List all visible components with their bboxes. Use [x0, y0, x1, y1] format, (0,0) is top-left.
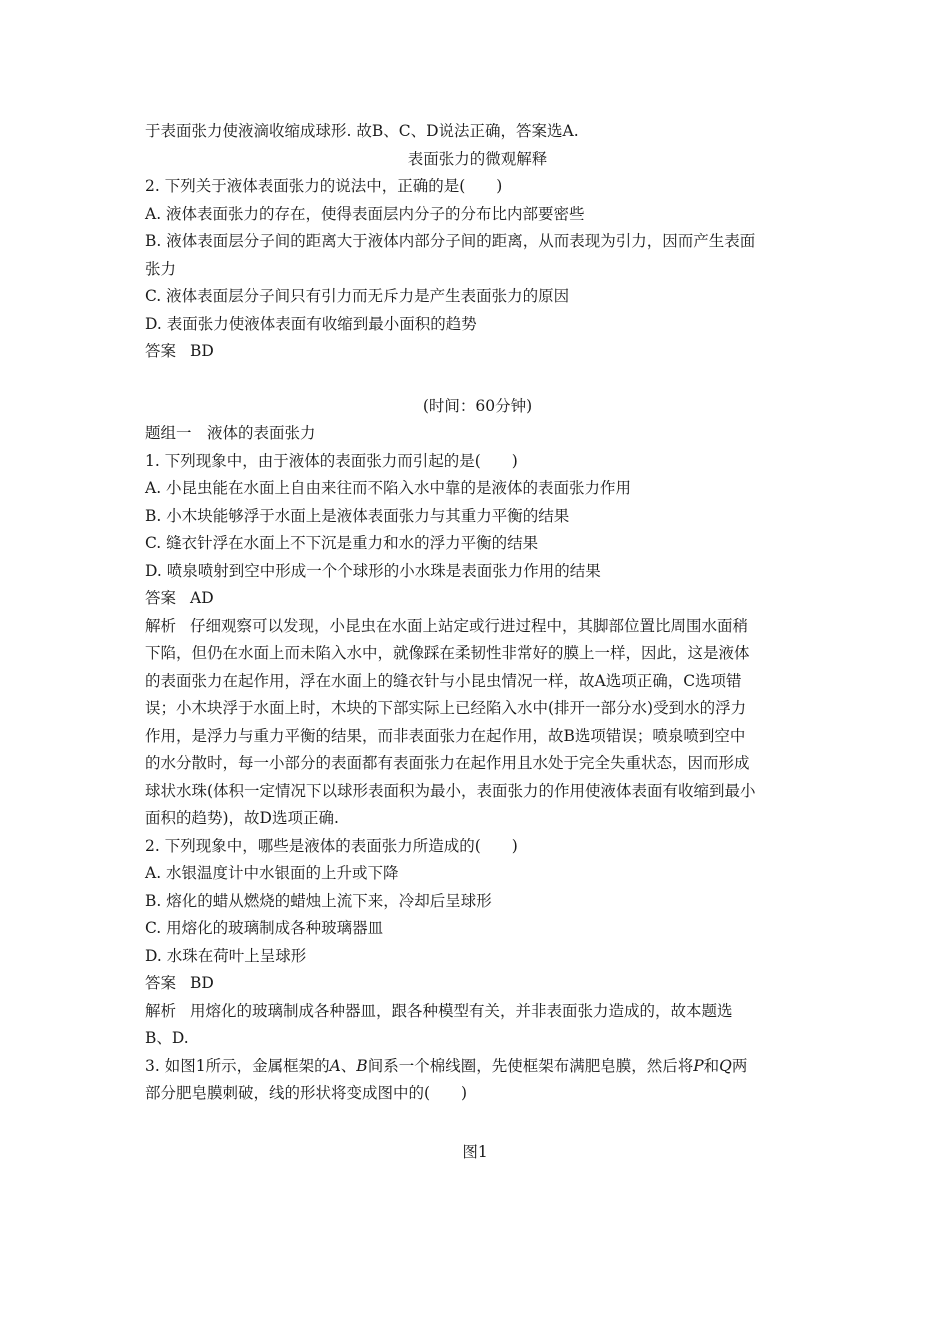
q3-stem-line2: 部分肥皂膜刺破，线的形状将变成图中的( ) — [145, 1084, 468, 1102]
q1-analysis-line7: 球状水珠(体积一定情况下以球形表面积为最小，表面张力的作用使液体表面有收缩到最小 — [145, 781, 756, 800]
q3-stem-part: 3. 如图1所示，金属框架的 — [145, 1056, 330, 1075]
q3-sep: 、 — [340, 1056, 357, 1075]
answer-label: 答案 — [145, 342, 177, 360]
q1-analysis-line5: 作用，是浮力与重力平衡的结果，而非表面张力在起作用，故B选项错误；喷泉喷到空中 — [145, 726, 746, 745]
answer-label: 答案 — [145, 589, 177, 607]
q2b-option-c: C. 用熔化的玻璃制成各种玻璃器皿 — [145, 919, 384, 937]
q2b-option-b: B. 熔化的蜡从燃烧的蜡烛上流下来，冷却后呈球形 — [145, 891, 492, 910]
q2a-option-c: C. 液体表面层分子间只有引力而无斥力是产生表面张力的原因 — [145, 287, 570, 305]
answer-value: BD — [190, 974, 214, 992]
q2a-option-a: A. 液体表面张力的存在，使得表面层内分子的分布比内部要密些 — [145, 204, 585, 223]
q3-var-p: P — [693, 1056, 704, 1075]
time-note: (时间：60分钟) — [422, 396, 533, 415]
q3-stem-part: 两 — [731, 1056, 748, 1075]
q1-option-d: D. 喷泉喷射到空中形成一个个球形的小水珠是表面张力作用的结果 — [145, 561, 601, 580]
q2b-answer — [145, 970, 810, 998]
analysis-label: 解析 — [145, 616, 177, 635]
q2b-analysis-line1 — [145, 998, 810, 1026]
figure-caption: 图1 — [462, 1143, 488, 1161]
q1-analysis-line4: 误；小木块浮于水面上时，木块的下部实际上已经陷入水中(排开一部分水)受到水的浮力 — [145, 699, 747, 717]
q2b-option-a: A. 水银温度计中水银面的上升或下降 — [145, 864, 399, 882]
q1-analysis-line2: 下陷，但仍在水面上而未陷入水中，就像踩在柔韧性非常好的膜上一样，因此，这是液体 — [145, 644, 750, 662]
analysis-text: 仔细观察可以发现，小昆虫在水面上站定或行进过程中，其脚部位置比周围水面稍 — [190, 616, 749, 635]
q1-analysis-line8: 面积的趋势)，故D选项正确. — [145, 809, 339, 827]
q1-option-b: B. 小木块能够浮于水面上是液体表面张力与其重力平衡的结果 — [145, 506, 570, 525]
q1-analysis-line3: 的表面张力在起作用，浮在水面上的缝衣针与小昆虫情况一样，故A选项正确，C选项错 — [145, 671, 742, 690]
q2a-answer — [145, 338, 810, 366]
q3-and: 和 — [703, 1056, 720, 1075]
q2a-option-b-line1: B. 液体表面层分子间的距离大于液体内部分子间的距离，从而表现为引力，因而产生表面 — [145, 232, 756, 250]
q1-option-c: C. 缝衣针浮在水面上不下沉是重力和水的浮力平衡的结果 — [145, 534, 539, 552]
q1-analysis-line1 — [145, 613, 810, 641]
q3-stem-part: 间系一个棉线圈，先使框架布满肥皂膜，然后将 — [367, 1056, 694, 1075]
spacer — [145, 366, 810, 393]
q2b-option-d: D. 水珠在荷叶上呈球形 — [145, 946, 307, 965]
q3-var-a: A — [329, 1056, 341, 1075]
q2a-option-d: D. 表面张力使液体表面有收缩到最小面积的趋势 — [145, 314, 477, 333]
q2b-analysis-line2: B、D. — [145, 1029, 189, 1047]
q3-var-b: B — [356, 1056, 368, 1075]
answer-value: BD — [190, 342, 214, 360]
answer-label: 答案 — [145, 974, 177, 992]
q2b-stem: 2. 下列现象中，哪些是液体的表面张力所造成的( ) — [145, 836, 518, 855]
answer-value: AD — [190, 589, 214, 607]
analysis-label: 解析 — [145, 1001, 177, 1020]
q1-option-a: A. 小昆虫能在水面上自由来往而不陷入水中靠的是液体的表面张力作用 — [145, 479, 632, 497]
document-body — [145, 118, 810, 1108]
q3-var-q: Q — [719, 1056, 732, 1075]
q3-stem-line1 — [145, 1053, 810, 1081]
q1-analysis-line6: 的水分散时，每一小部分的表面都有表面张力在起作用且水处于完全失重状态，因而形成 — [145, 754, 750, 772]
q1-answer — [145, 585, 810, 613]
q1-stem: 1. 下列现象中，由于液体的表面张力而引起的是( ) — [145, 451, 518, 470]
q2a-stem: 2. 下列关于液体表面张力的说法中，正确的是( ) — [145, 177, 503, 195]
q2a-option-b-line2: 张力 — [145, 259, 177, 278]
section-title: 表面张力的微观解释 — [407, 149, 548, 168]
group-title: 题组一 液体的表面张力 — [145, 424, 316, 442]
analysis-text: 用熔化的玻璃制成各种器皿，跟各种模型有关，并非表面张力造成的，故本题选 — [190, 1001, 733, 1020]
intro-line: 于表面张力使液滴收缩成球形. 故B、C、D说法正确，答案选A. — [145, 122, 579, 140]
